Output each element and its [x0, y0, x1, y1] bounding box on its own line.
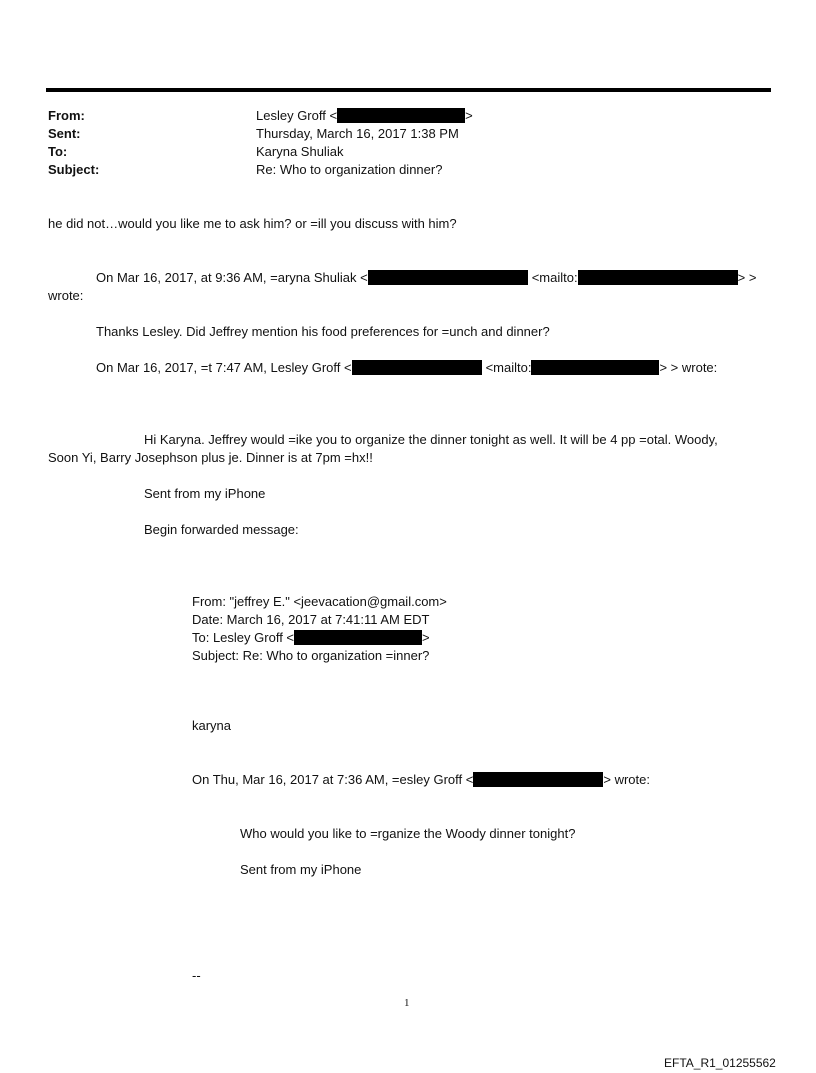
sent-from-iphone-2: Sent from my iPhone: [240, 862, 362, 877]
mailto-label: <mailto:: [531, 270, 578, 285]
redaction-block: [368, 270, 528, 285]
to-value: Karyna Shuliak: [256, 144, 344, 159]
fwd-body: karyna: [192, 718, 232, 733]
from-value: [256, 108, 473, 124]
begin-forwarded-message: Begin forwarded message:: [144, 522, 299, 537]
quote1-intro-text: On Mar 16, 2017, at 9:36 AM, =aryna Shuliak <: [96, 270, 368, 285]
subject-value: Re: Who to organization dinner?: [256, 162, 443, 177]
fwd-to: [192, 630, 430, 646]
fwd-date: Date: March 16, 2017 at 7:41:11 AM EDT: [192, 612, 430, 627]
document-id: EFTA_R1_01255562: [664, 1056, 776, 1070]
quote2-intro-text: On Mar 16, 2017, =t 7:47 AM, Lesley Groff <: [96, 360, 352, 375]
redaction-block: [352, 360, 482, 375]
from-close: >: [465, 108, 473, 123]
quote1-wrote: wrote:: [48, 288, 84, 303]
quote1-intro-close: > >: [737, 270, 757, 285]
from-label: From:: [48, 108, 85, 123]
to-label: To:: [48, 144, 68, 159]
fwd-to-text: To: Lesley Groff <: [192, 630, 295, 645]
sent-value: Thursday, March 16, 2017 1:38 PM: [256, 126, 459, 141]
fwd-to-close: >: [422, 630, 430, 645]
signature-separator: --: [192, 968, 201, 983]
quote2-line1: Hi Karyna. Jeffrey would =ike you to organize the dinner tonight as well. It will be 4 pp =otal. Woody,: [144, 432, 718, 447]
sent-from-iphone-1: Sent from my iPhone: [144, 486, 266, 501]
quote3-intro-text: On Thu, Mar 16, 2017 at 7:36 AM, =esley Groff <: [192, 772, 474, 787]
quote1-text: Thanks Lesley. Did Jeffrey mention his food preferences for =unch and dinner?: [96, 324, 550, 339]
quote2-intro: [96, 360, 717, 376]
page-number: 1: [404, 997, 410, 1009]
sent-label: Sent:: [48, 126, 81, 141]
quote3-intro-close: > wrote:: [603, 772, 650, 787]
quote3-text: Who would you like to =rganize the Woody dinner tonight?: [240, 826, 576, 841]
reply-line: he did not…would you like me to ask him? or =ill you discuss with him?: [48, 216, 457, 231]
quote2-line2: Soon Yi, Barry Josephson plus je. Dinner is at 7pm =hx!!: [48, 450, 373, 465]
redaction-block: [294, 630, 422, 645]
fwd-from: From: "jeffrey E." <jeevacation@gmail.com>: [192, 594, 447, 609]
redaction-block: [531, 360, 659, 375]
quote3-intro: [192, 772, 650, 788]
subject-label: Subject:: [48, 162, 100, 177]
quote2-intro-close: > > wrote:: [659, 360, 718, 375]
from-name: Lesley Groff <: [256, 108, 338, 123]
header-divider: [46, 88, 771, 92]
redaction-block: [578, 270, 738, 285]
mailto-label: <mailto:: [485, 360, 532, 375]
fwd-subject: Subject: Re: Who to organization =inner?: [192, 648, 430, 663]
redaction-block: [473, 772, 603, 787]
quote1-intro: [96, 270, 756, 286]
redaction-block: [337, 108, 465, 123]
